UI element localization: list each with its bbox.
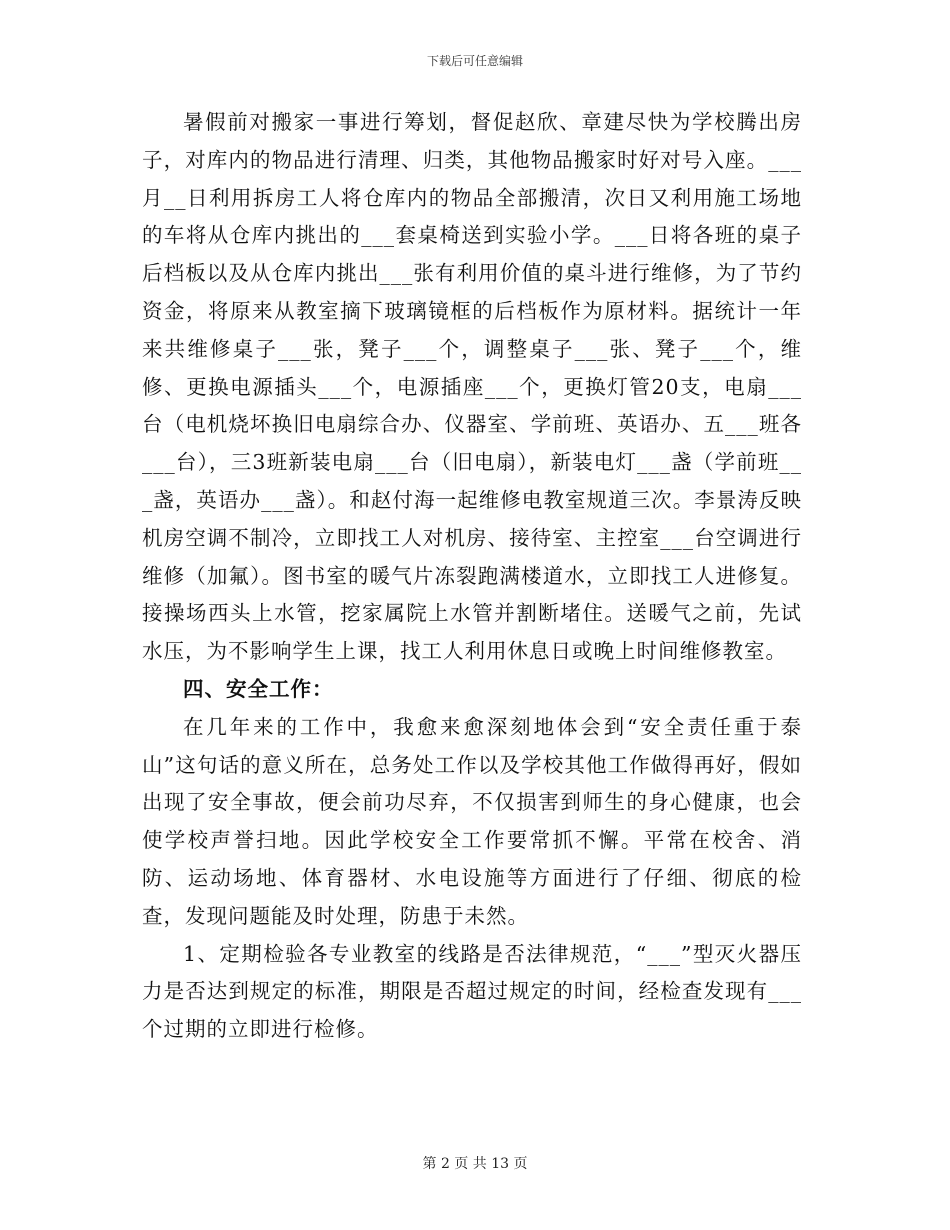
- paragraph-safety-item-1: 1、定期检验各专业教室的线路是否法律规范，“___”型灭火器压力是否达到规定的标准，期限是否超过规定的时间，经检查发现有___个过期的立即进行检修。: [142, 941, 802, 1042]
- page-header: 下载后可任意编辑: [426, 54, 523, 68]
- section-heading-safety: 四、安全工作：: [183, 676, 334, 701]
- paragraph-safety-intro: 在几年来的工作中，我愈来愈深刻地体会到“安全责任重于泰山”这句话的意义所在，总务处工作以及学校其他工作做得再好，假如出现了安全事故，便会前功尽弃，不仅损害到师生的身心健康，也会使学校声誉扫地。因此学校安全工作要常抓不懈。平常在校舍、消防、运动场地、体育器材、水电设施等方面进行了仔细、彻底的检查，发现问题能及时处理，防患于未然。: [142, 714, 802, 928]
- paragraph-maintenance: 暑假前对搬家一事进行筹划，督促赵欣、章建尽快为学校腾出房子，对库内的物品进行清理、归类，其他物品搬家时好对号入座。___月__日利用拆房工人将仓库内的物品全部搬清，次日又利用施工场地的车将从仓库内挑出的___套桌椅送到实验小学。___日将各班的桌子后档板以及从仓库内挑出___张有利用价值的桌斗进行维修，为了节约资金，将原来从教室摘下玻璃镜框的后档板作为原材料。据统计一年来共维修桌子___张，凳子___个，调整桌子___张、凳子___个，维修、更换电源插头___个，电源插座___个，更换灯管20支，电扇___台（电机烧坏换旧电扇综合办、仪器室、学前班、英语办、五___班各___台），三3班新装电扇___台（旧电扇），新装电灯___盏（学前班___盏，英语办___盏）。和赵付海一起维修电教室规道三次。李景涛反映机房空调不制冷，立即找工人对机房、接待室、主控室___台空调进行维修（加氟）。图书室的暖气片冻裂跑满楼道水，立即找工人进修复。接操场西头上水管，挖家属院上水管并割断堵住。送暖气之前，先试水压，为不影响学生上课，找工人利用休息日或晚上时间维修教室。: [142, 110, 802, 664]
- document-body: [142, 104, 802, 1049]
- page-footer: 第 2 页 共 13 页: [422, 1156, 528, 1172]
